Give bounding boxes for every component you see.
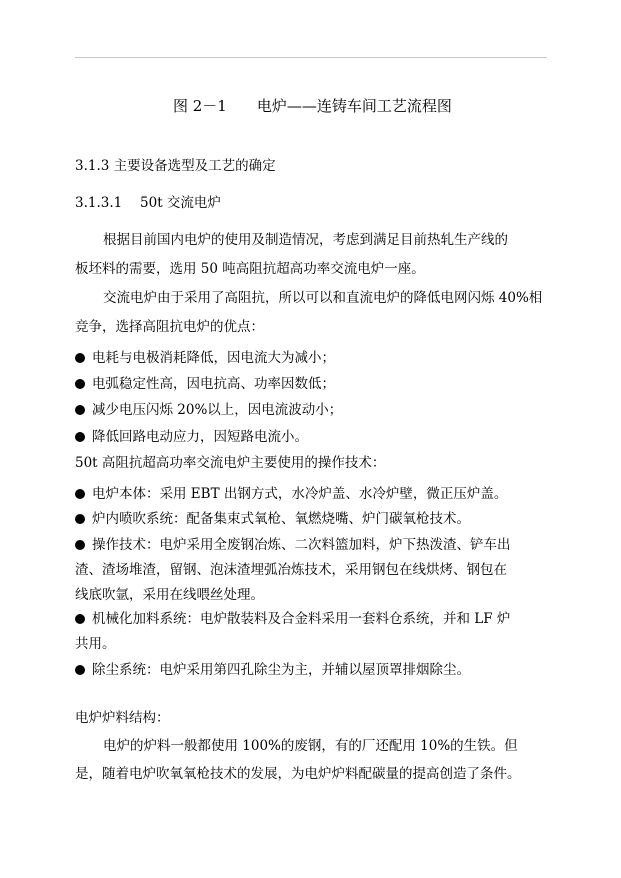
bullet-item: 电弧稳定性高，因电抗高、功率因数低； bbox=[75, 375, 335, 393]
subsection-heading: 3.1.3.1 50t 交流电炉 bbox=[75, 195, 221, 211]
paragraph-line: 竞争，选择高阻抗电炉的优点： bbox=[75, 319, 264, 335]
bullet-item: 电炉本体：采用 EBT 出钢方式，水冷炉盖、水冷炉壁，微正压炉盖。 bbox=[75, 485, 507, 503]
bullet-icon bbox=[75, 665, 85, 675]
paragraph-line: 渣、渣场堆渣，留钢、泡沫渣埋弧冶炼技术，采用钢包在线烘烤、钢包在 bbox=[75, 562, 507, 578]
bullet-icon bbox=[75, 614, 85, 624]
bullet-icon bbox=[75, 540, 85, 550]
bullet-item: 电耗与电极消耗降低，因电流大为减小； bbox=[75, 349, 335, 367]
bullet-icon bbox=[75, 353, 85, 363]
paragraph-line: 共用。 bbox=[75, 636, 116, 652]
charge-heading: 电炉炉料结构： bbox=[75, 710, 170, 726]
paragraph-line: 是，随着电炉吹氧氧枪技术的发展，为电炉炉料配碳量的提高创造了条件。 bbox=[75, 766, 521, 782]
bullet-item: 降低回路电动应力，因短路电流小。 bbox=[75, 428, 308, 446]
section-heading: 3.1.3 主要设备选型及工艺的确定 bbox=[75, 158, 276, 174]
bullet-icon bbox=[75, 379, 85, 389]
paragraph-line: 线底吹氩，采用在线喂丝处理。 bbox=[75, 587, 264, 603]
bullet-item: 除尘系统：电炉采用第四孔除尘为主，并辅以屋顶罩排烟除尘。 bbox=[75, 661, 470, 679]
paragraph-line: 电炉的炉料一般都使用 100%的废钢，有的厂还配用 10%的生铁。但 bbox=[103, 738, 518, 754]
bullet-icon bbox=[75, 432, 85, 442]
bullet-item: 炉内喷吹系统：配备集束式氧枪、氧燃烧嘴、炉门碳氧枪技术。 bbox=[75, 510, 470, 528]
paragraph-line: 根据目前国内电炉的使用及制造情况，考虑到满足目前热轧生产线的 bbox=[103, 232, 508, 248]
bullet-icon bbox=[75, 514, 85, 524]
bullet-item: 操作技术：电炉采用全废钢冶炼、二次料篮加料，炉下热泼渣、铲车出 bbox=[75, 536, 511, 554]
bullet-item: 减少电压闪烁 20%以上，因电流波动小； bbox=[75, 401, 342, 419]
header-rule bbox=[75, 57, 547, 58]
paragraph-line: 交流电炉由于采用了高阻抗，所以可以和直流电炉的降低电网闪烁 40%相 bbox=[103, 290, 543, 306]
tech-intro: 50t 高阻抗超高功率交流电炉主要使用的操作技术： bbox=[75, 455, 386, 471]
paragraph-line: 板坯料的需要，选用 50 吨高阻抗超高功率交流电炉一座。 bbox=[75, 261, 425, 277]
bullet-icon bbox=[75, 405, 85, 415]
figure-caption: 图 2－1 电炉——连铸车间工艺流程图 bbox=[173, 97, 452, 115]
bullet-item: 机械化加料系统：电炉散装料及合金料采用一套料仓系统，并和 LF 炉 bbox=[75, 610, 510, 628]
bullet-icon bbox=[75, 489, 85, 499]
